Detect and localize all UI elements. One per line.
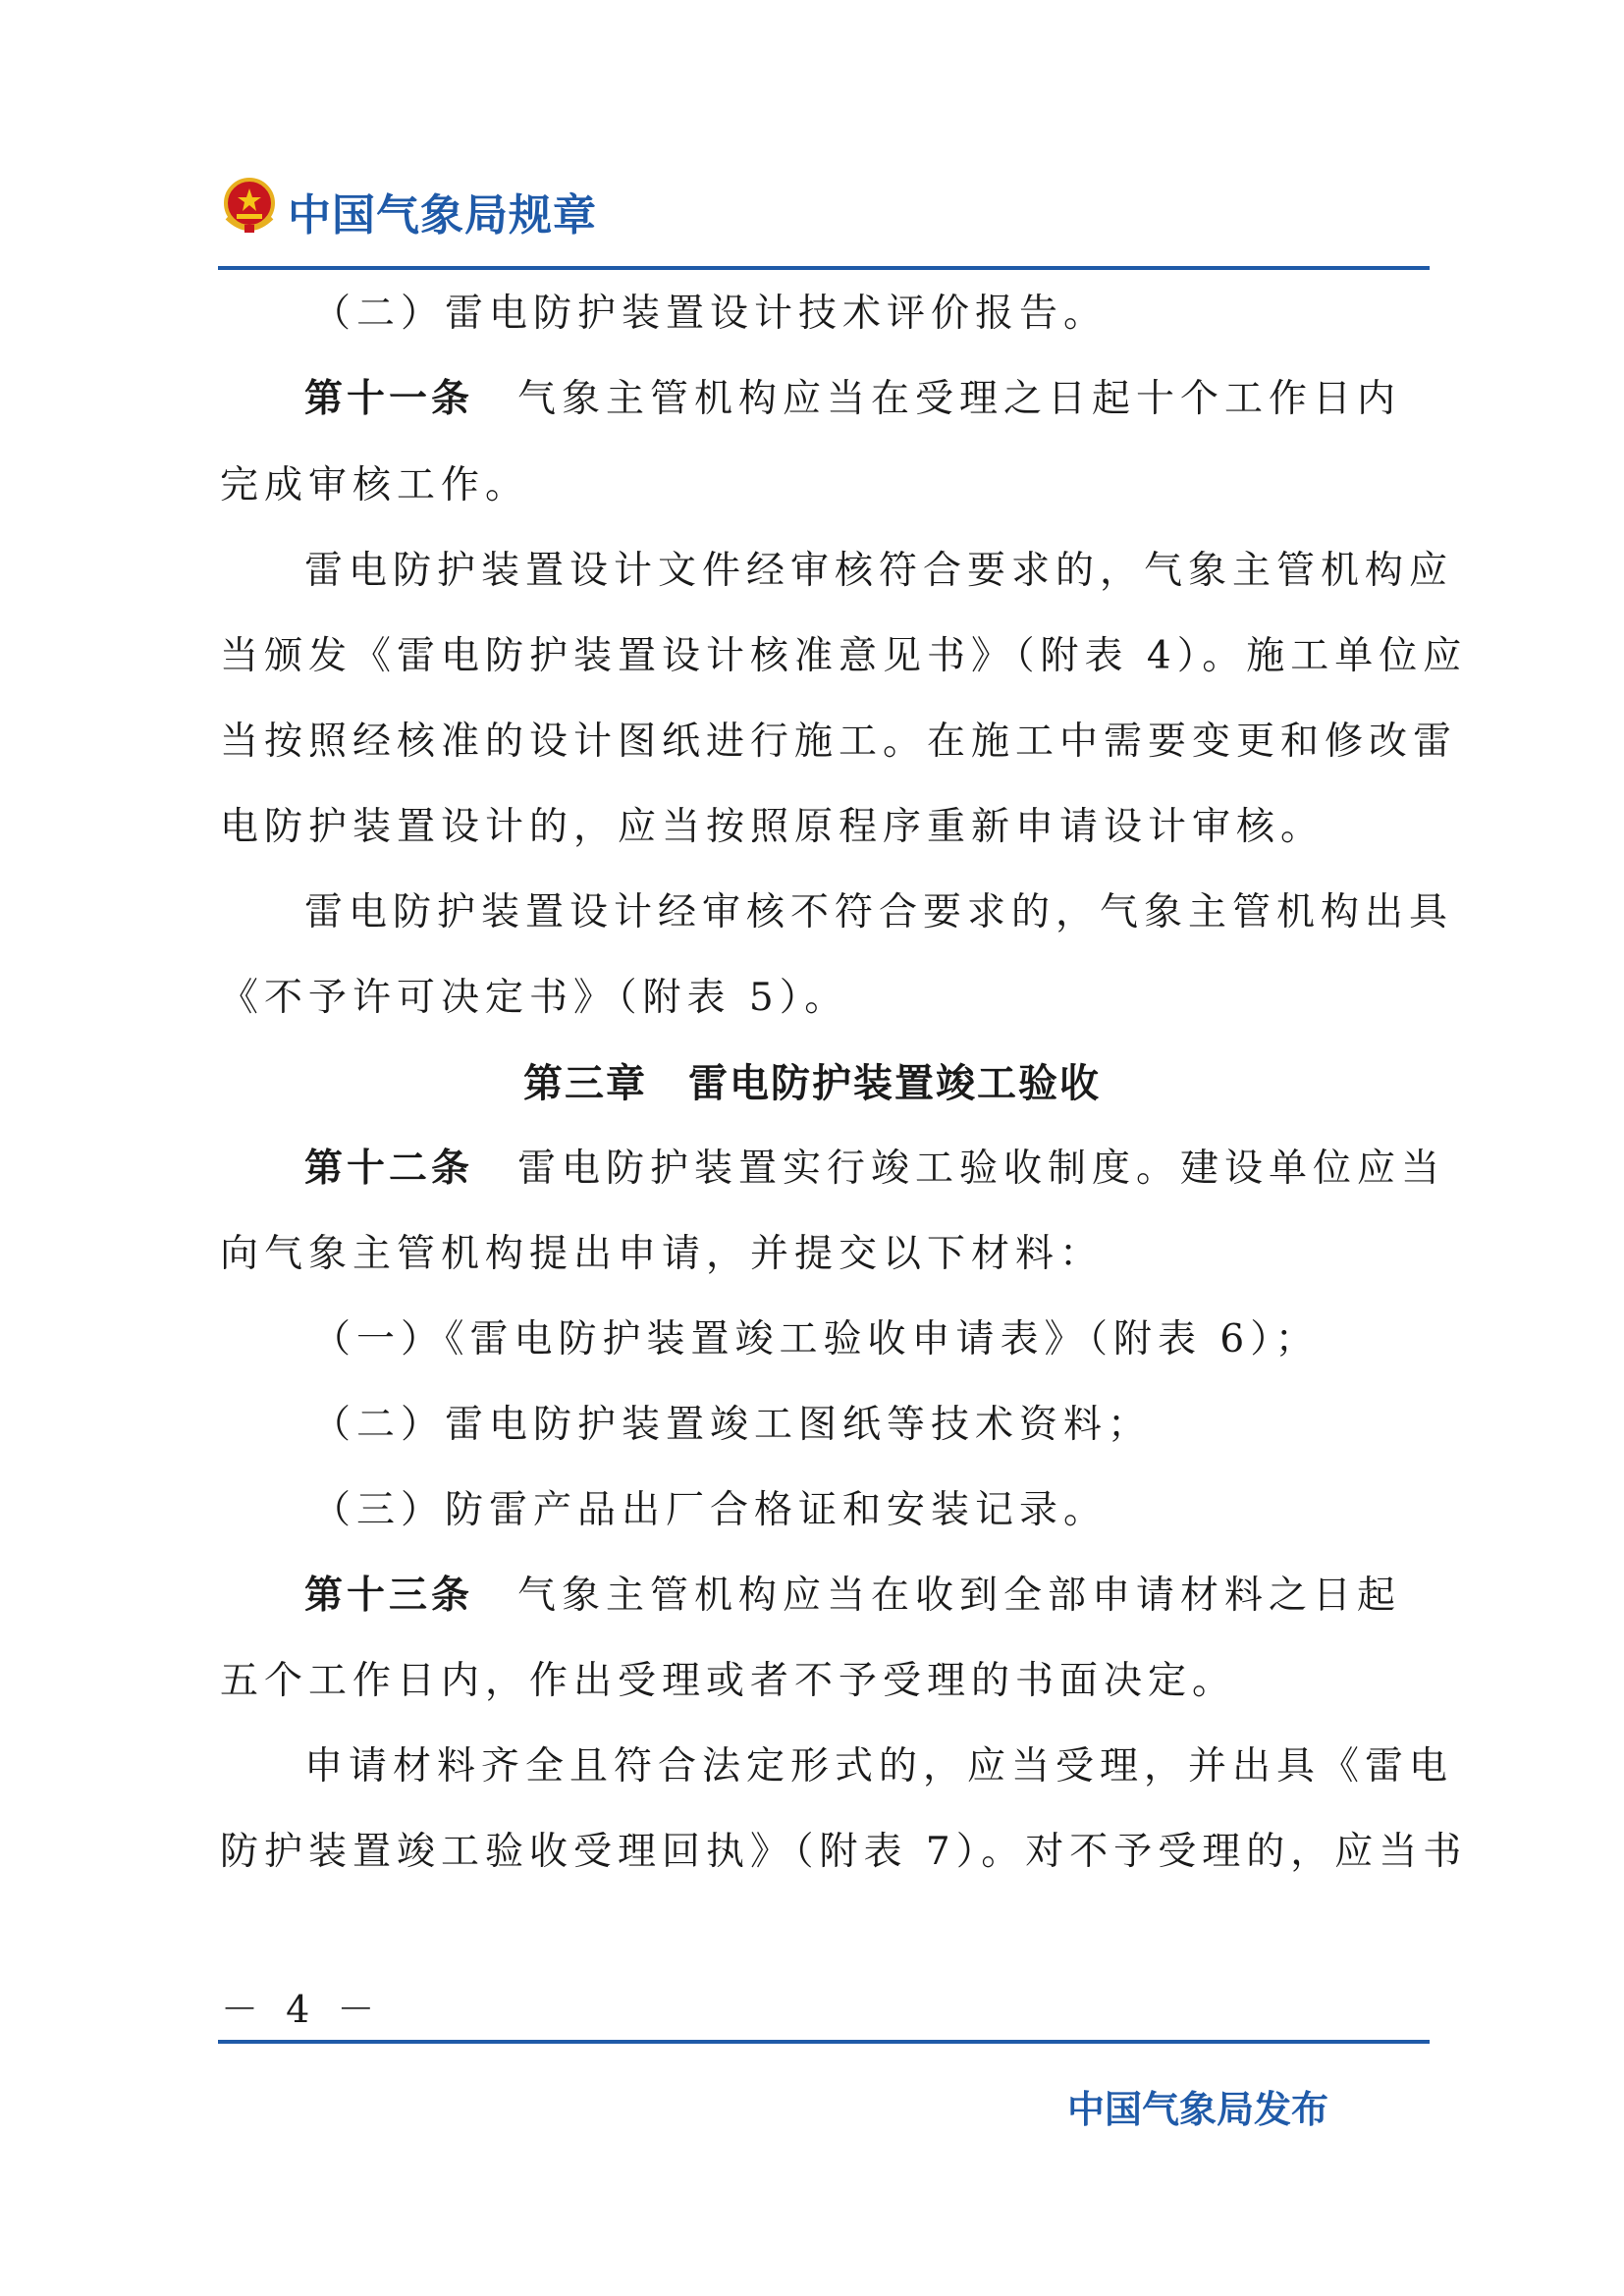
body-line: 雷电防护装置设计文件经审核符合要求的，气象主管机构应: [304, 549, 1454, 593]
page-number: － 4 －: [221, 1988, 383, 2031]
list-item: （三）防雷产品出厂合格证和安装记录。: [312, 1488, 1109, 1532]
chapter-heading: 第三章 雷电防护装置竣工验收: [523, 1061, 1101, 1106]
footer-divider: [218, 2040, 1430, 2044]
article-number: 第十二条: [304, 1147, 474, 1191]
body-line: 电防护装置设计的，应当按照原程序重新申请设计审核。: [220, 805, 1326, 849]
national-emblem-icon: [219, 175, 280, 236]
list-item: （一）《雷电防护装置竣工验收申请表》（附表 6）；: [312, 1317, 1320, 1362]
article-text: 气象主管机构应当在受理之日起十个工作日内: [473, 377, 1402, 421]
body-line: 当按照经核准的设计图纸进行施工。在施工中需要变更和修改雷: [220, 720, 1458, 764]
body-line: 当颁发《雷电防护装置设计核准意见书》（附表 4）。施工单位应: [220, 634, 1468, 678]
article-line: [304, 1145, 1445, 1194]
article-line: [304, 1572, 1401, 1621]
header-title: 中国气象局规章: [288, 190, 597, 240]
list-item: （二）雷电防护装置竣工图纸等技术资料；: [312, 1403, 1153, 1447]
article-text: 气象主管机构应当在收到全部申请材料之日起: [473, 1574, 1402, 1618]
article-line: [304, 375, 1401, 424]
body-line: 五个工作日内，作出受理或者不予受理的书面决定。: [220, 1659, 1237, 1703]
body-line: 完成审核工作。: [220, 463, 530, 507]
body-line: 防护装置竣工验收受理回执》（附表 7）。对不予受理的，应当书: [220, 1830, 1468, 1874]
article-number: 第十一条: [304, 377, 474, 421]
body-line: 向气象主管机构提出申请，并提交以下材料：: [220, 1232, 1105, 1276]
article-number: 第十三条: [304, 1574, 474, 1618]
body-line: 《不予许可决定书》（附表 5）。: [220, 976, 849, 1020]
article-text: 雷电防护装置实行竣工验收制度。建设单位应当: [473, 1147, 1446, 1191]
header-divider: [218, 266, 1430, 270]
publisher-label: 中国气象局发布: [1067, 2088, 1329, 2131]
body-line: 雷电防护装置设计经审核不符合要求的，气象主管机构出具: [304, 890, 1454, 934]
body-line: 申请材料齐全且符合法定形式的，应当受理，并出具《雷电: [304, 1744, 1454, 1789]
body-line: （二）雷电防护装置设计技术评价报告。: [312, 292, 1109, 336]
